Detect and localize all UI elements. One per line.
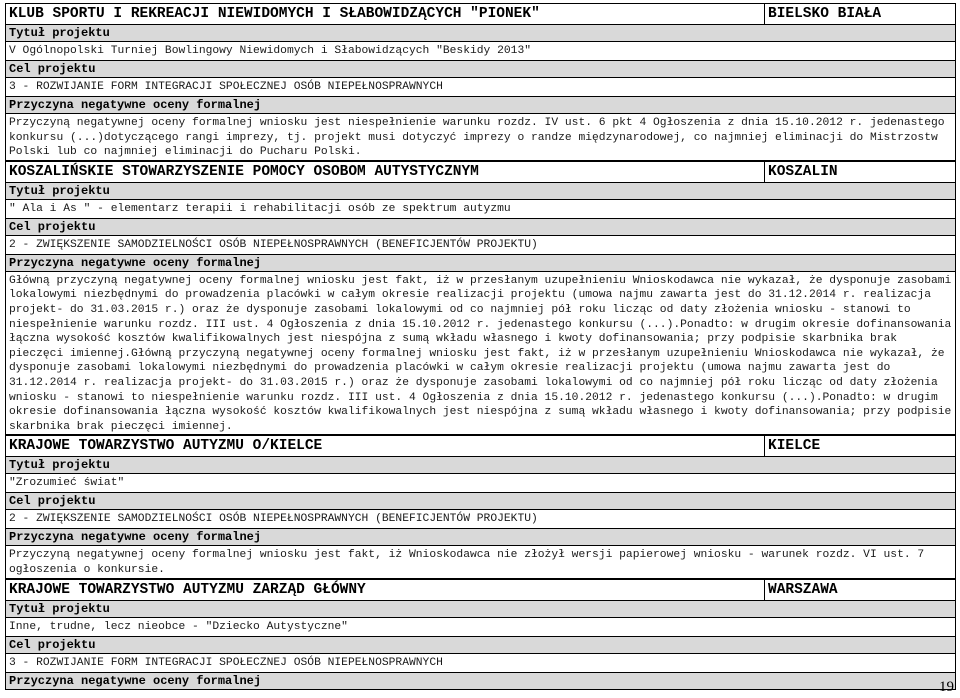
page-number: 19 [939, 679, 954, 695]
reason-label: Przyczyna negatywne oceny formalnej [5, 529, 956, 546]
reason-label: Przyczyna negatywne oceny formalnej [5, 673, 956, 690]
organization-row [5, 435, 956, 457]
goal-label: Cel projektu [5, 637, 956, 654]
rejection-reason: Główną przyczyną negatywnej oceny formalnej wniosku jest fakt, iż w przesłanym uzupełnieniu Wnioskodawca nie wykazał, że dysponuje zasobami lokalowymi niezbędnymi do prowadzenia placówki w całym okresie realizacji projektu (umowa najmu zawarta jest do 31.12.2014 r. realizacja projekt- do 31.03.2015 r.) oraz że dysponuje zasobami lokalowymi od co najmniej pół roku licząc od daty złożenia wniosku - stanowi to niespełnienie warunku rozdz. III ust. 4 Ogłoszenia z dnia 15.10.2012 r. jedenastego konkursu (...).Ponadto: w drugim okresie dofinansowania łączna wysokość kosztów kwalifikowalnych jest niespójna z sumą wkładu własnego i kwoty dofinansowania; przy podpisie skarbnika brak pieczęci imiennej.Główną przyczyną negatywnej oceny formalnej wniosku jest fakt, iż w przesłanym uzupełnieniu Wnioskodawca nie wykazał, że dysponuje zasobami lokalowymi niezbędnymi do prowadzenia placówki w całym okresie realizacji projektu (umowa najmu zawarta jest do 31.12.2014 r. realizacja projekt- do 31.03.2015 r.) oraz że dysponuje zasobami lokalowymi od co najmniej pół roku licząc od daty złożenia wniosku - stanowi to niespełnienie warunku rozdz. III ust. 4 Ogłoszenia z dnia 15.10.2012 r. jedenastego konkursu (...).Ponadto: w drugim okresie dofinansowania łączna wysokość kosztów kwalifikowalnych jest niespójna z sumą wkładu własnego i kwoty dofinansowania; przy podpisie skarbnika brak pieczęci imiennej. [5, 272, 956, 436]
title-label: Tytuł projektu [5, 457, 956, 474]
title-label: Tytuł projektu [5, 601, 956, 618]
title-label: Tytuł projektu [5, 25, 956, 42]
organization-name: KRAJOWE TOWARZYSTWO AUTYZMU O/KIELCE [6, 436, 765, 456]
entry-kielce [5, 435, 956, 578]
project-goal: 2 - ZWIĘKSZENIE SAMODZIELNOŚCI OSÓB NIEPEŁNOSPRAWNYCH (BENEFICJENTÓW PROJEKTU) [5, 236, 956, 255]
title-label: Tytuł projektu [5, 183, 956, 200]
organization-name: KLUB SPORTU I REKREACJI NIEWIDOMYCH I SŁABOWIDZĄCYCH "PIONEK" [6, 4, 765, 24]
entry-warszawa [5, 579, 956, 690]
organization-city: BIELSKO BIAŁA [768, 6, 882, 22]
reason-label: Przyczyna negatywne oceny formalnej [5, 97, 956, 114]
organization-name: KRAJOWE TOWARZYSTWO AUTYZMU ZARZĄD GŁÓWNY [6, 580, 765, 600]
project-title: Inne, trudne, lecz nieobce - "Dziecko Autystyczne" [5, 618, 956, 637]
rejection-reason: Przyczyną negatywnej oceny formalnej wniosku jest niespełnienie warunku rozdz. IV ust. 6 pkt 4 Ogłoszenia z dnia 15.10.2012 r. jedenastego konkursu (...)dotyczącego rangi imprezy, tj. projekt musi dotyczyć imprezy o randze międzynarodowej, co najmniej eliminacji do Mistrzostw Polski lub co najmniej eliminacji do Pucharu Polski. [5, 114, 956, 161]
organization-row [5, 161, 956, 183]
project-title: "Zrozumieć świat" [5, 474, 956, 493]
project-title: V Ogólnopolski Turniej Bowlingowy Niewidomych i Słabowidzących "Beskidy 2013" [5, 42, 956, 61]
organization-city: WARSZAWA [768, 581, 838, 598]
entry-pionek [5, 3, 956, 161]
project-title: " Ala i As " - elementarz terapii i rehabilitacji osób ze spektrum autyzmu [5, 200, 956, 219]
organization-city: KIELCE [768, 438, 821, 455]
goal-label: Cel projektu [5, 493, 956, 510]
organization-city: KOSZALIN [768, 163, 838, 180]
organization-row [5, 3, 956, 25]
organization-name: KOSZALIŃSKIE STOWARZYSZENIE POMOCY OSOBOM AUTYSTYCZNYM [6, 162, 765, 182]
reason-label: Przyczyna negatywne oceny formalnej [5, 255, 956, 272]
project-goal: 2 - ZWIĘKSZENIE SAMODZIELNOŚCI OSÓB NIEPEŁNOSPRAWNYCH (BENEFICJENTÓW PROJEKTU) [5, 510, 956, 529]
goal-label: Cel projektu [5, 61, 956, 78]
project-goal: 3 - ROZWIJANIE FORM INTEGRACJI SPOŁECZNEJ OSÓB NIEPEŁNOSPRAWNYCH [5, 654, 956, 673]
project-goal: 3 - ROZWIJANIE FORM INTEGRACJI SPOŁECZNEJ OSÓB NIEPEŁNOSPRAWNYCH [5, 78, 956, 97]
entry-koszalin [5, 161, 956, 436]
document-table [5, 3, 956, 690]
organization-row [5, 579, 956, 601]
rejection-reason: Przyczyną negatywnej oceny formalnej wniosku jest fakt, iż Wnioskodawca nie złożył wersji papierowej wniosku - warunek rozdz. VI ust. 7 ogłoszenia o konkursie. [5, 546, 956, 578]
goal-label: Cel projektu [5, 219, 956, 236]
